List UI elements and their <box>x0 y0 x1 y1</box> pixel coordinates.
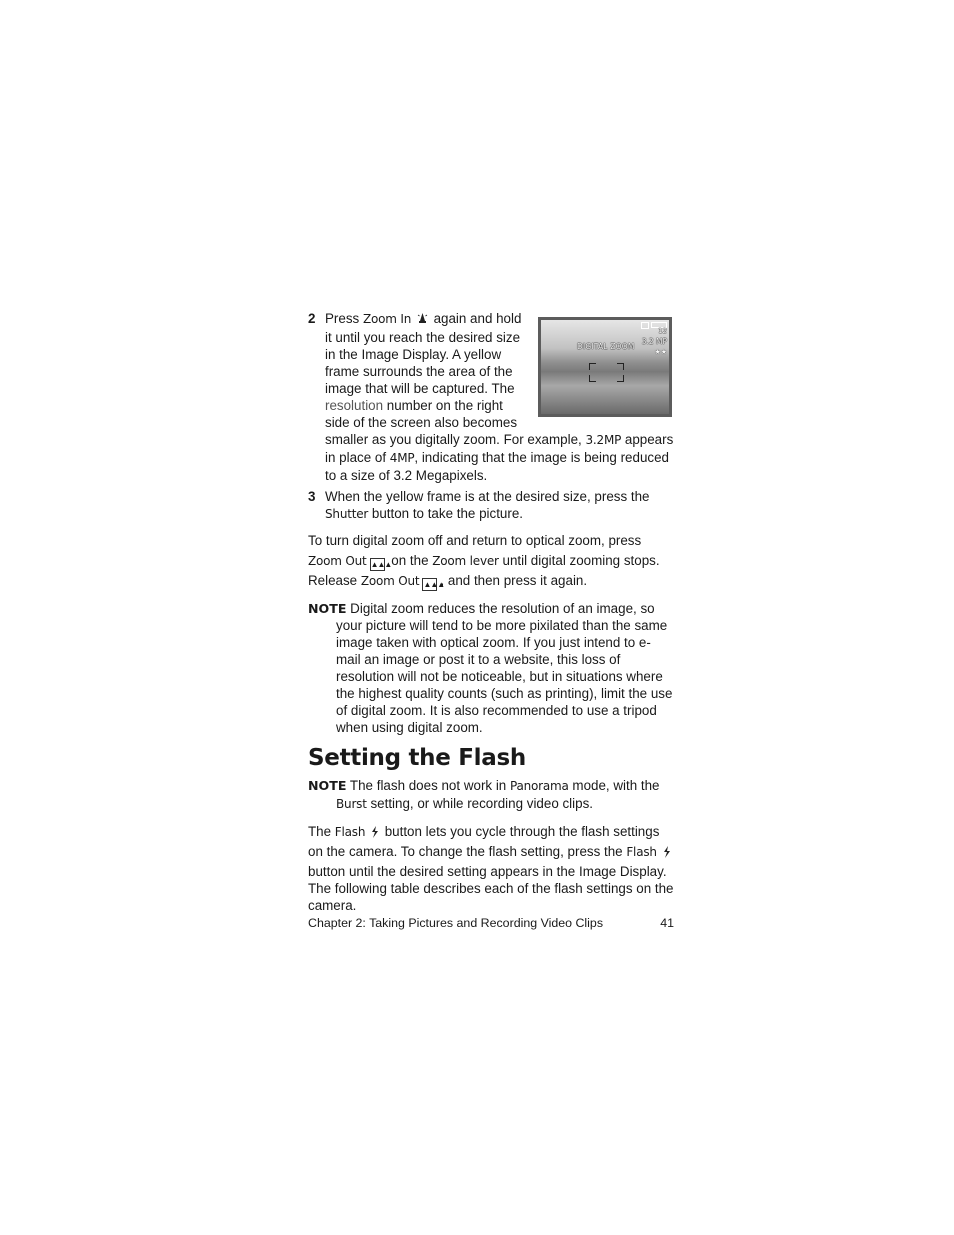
flash-icon <box>371 826 379 843</box>
step-2-text: Press Zoom In again and hold it until you reach the desired size in the Image Display. A yellow frame surrounds the area of the image that will be captured. The resolution number on the right side of the screen also becomes smaller as you digitally zoom. For example, 3.2MP appears in place of 4MP, indicating that the image is being reduced to a size of 3.2 Megapixels. <box>325 311 674 483</box>
mp32-term: 3.2MP <box>585 433 622 447</box>
note-label: NOTE <box>308 777 347 793</box>
chapter-title: Chapter 2: Taking Pictures and Recording Video Clips <box>308 916 604 930</box>
mp4-term: 4MP <box>389 451 415 465</box>
note-flash: NOTE The flash does not work in Panorama mode, with the Burst setting, or while recording video clips. <box>308 777 660 811</box>
step-number: 2 <box>308 311 316 326</box>
note-digital-zoom: NOTE Digital zoom reduces the resolution of an image, so your picture will tend to be more pixilated than the same image taken with optical zoom. If you just intend to e-mail an image or post it to a website, this loss of resolution will not be noticeable, but in situations where the highest quality counts (such as printing), limit the use of digital zoom. It is also recommended to use a tripod when using digital zoom. <box>308 600 673 735</box>
zoom-out-icon: ▲▲▲ <box>370 559 392 569</box>
memory-card-icon <box>641 322 649 329</box>
frame-corner-bl <box>589 375 596 382</box>
step-3-text: When the yellow frame is at the desired size, press the Shutter button to take the picture. <box>325 489 650 521</box>
step-number: 3 <box>308 489 316 504</box>
burst-term: Burst <box>336 796 367 811</box>
panorama-term: Panorama <box>509 778 569 793</box>
zoom-off-paragraph: To turn digital zoom off and return to optical zoom, press Zoom Out ▲▲▲ on the Zoom lever until digital zooming stops. Release Zoom Out ▲▲▲, and then press it again. <box>308 533 660 589</box>
step-2 <box>308 310 674 484</box>
manual-page <box>308 310 674 914</box>
step-3 <box>308 488 674 523</box>
shots-remaining: 12 <box>658 327 667 335</box>
flash-term: Flash <box>334 824 366 839</box>
frame-corner-br <box>617 375 624 382</box>
camera-screen <box>541 320 669 414</box>
resolution-term: resolution <box>325 398 384 413</box>
section-heading: Setting the Flash <box>308 744 526 771</box>
flash-term-2: Flash <box>626 844 657 859</box>
frame-corner-tr <box>617 363 624 370</box>
zoom-in-icon <box>417 312 428 329</box>
zoom-out-term: Zoom Out <box>308 553 367 568</box>
page-footer <box>308 915 674 931</box>
zoom-lever-term: Zoom lever <box>432 553 499 568</box>
note-label: NOTE <box>308 600 347 616</box>
frame-corner-tl <box>589 363 596 370</box>
zoom-out-term-2: Zoom Out <box>360 574 420 588</box>
resolution-label: 3.2 MP <box>641 337 667 346</box>
zoom-out-icon: ▲▲▲ <box>423 580 445 589</box>
page-number: 41 <box>660 916 674 930</box>
shutter-term: Shutter <box>325 507 369 521</box>
digital-zoom-label: DIGITAL ZOOM <box>577 342 635 351</box>
camera-display-image <box>538 317 672 417</box>
zoom-in-term: Zoom In <box>362 312 412 326</box>
flash-icon <box>663 846 671 863</box>
quality-stars-icon: ★★ <box>654 349 667 356</box>
flash-paragraph: The Flash button lets you cycle through the flash settings on the camera. To change the flash setting, press the Flash button until the desired setting appears in the Image Display. The following table describes each of the flash settings on the camera. <box>308 823 674 913</box>
